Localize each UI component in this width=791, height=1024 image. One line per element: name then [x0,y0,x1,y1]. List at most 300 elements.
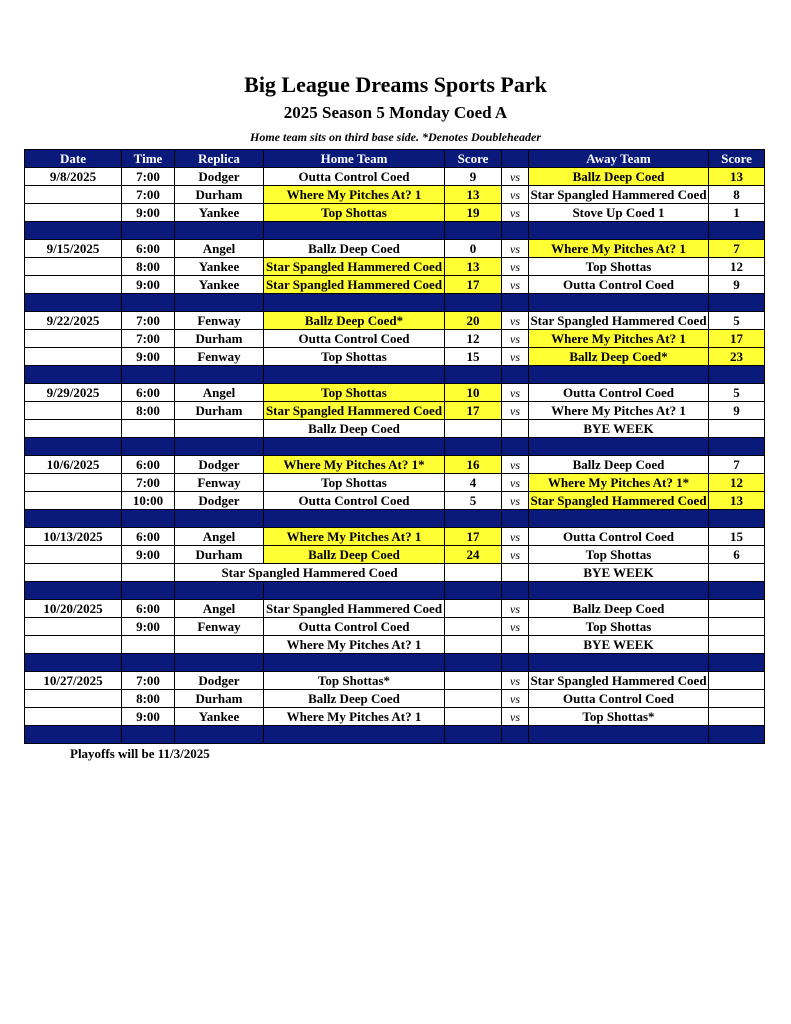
game-replica: Yankee [175,204,264,222]
game-date: 10/6/2025 [25,456,122,474]
home-team: Top Shottas [264,384,445,402]
game-time: 6:00 [122,600,175,618]
game-date: 9/15/2025 [25,240,122,258]
table-row [25,186,765,204]
separator-cell [529,438,709,456]
separator-cell [122,582,175,600]
separator-cell [25,294,122,312]
home-team: Top Shottas [264,204,445,222]
vs-label [502,420,529,438]
week-separator [25,654,765,672]
separator-cell [25,654,122,672]
separator-cell [709,510,765,528]
table-row [25,564,765,582]
away-score [709,672,765,690]
game-time: 9:00 [122,708,175,726]
vs-label: vs [502,258,529,276]
home-score [445,618,502,636]
col-header-date: Date [25,150,122,168]
away-score: 8 [709,186,765,204]
separator-cell [445,438,502,456]
separator-cell [122,726,175,744]
separator-cell [529,510,709,528]
separator-cell [122,294,175,312]
playoffs-note: Playoffs will be 11/3/2025 [70,746,210,761]
away-score: 1 [709,204,765,222]
game-date [25,474,122,492]
separator-cell [25,726,122,744]
game-time: 9:00 [122,348,175,366]
home-score [445,600,502,618]
game-replica: Dodger [175,672,264,690]
home-team: Top Shottas [264,348,445,366]
separator-cell [529,582,709,600]
home-team: Where My Pitches At? 1 [264,186,445,204]
home-team: Outta Control Coed [264,618,445,636]
away-team: Star Spangled Hammered Coed [530,492,707,508]
separator-cell [445,726,502,744]
home-team: Star Spangled Hammered Coed [264,600,445,618]
away-score [709,636,765,654]
game-date [25,564,122,582]
separator-cell [122,510,175,528]
away-score: 7 [709,240,765,258]
week-separator [25,222,765,240]
game-replica [175,420,264,438]
col-header-away-score: Score [709,150,765,168]
game-replica: Durham [175,186,264,204]
separator-cell [709,294,765,312]
vs-label [502,564,529,582]
game-replica: Fenway [175,312,264,330]
away-team: Top Shottas* [529,708,709,726]
home-score: 5 [445,492,502,510]
home-score: 15 [445,348,502,366]
separator-cell [175,366,264,384]
game-date [25,186,122,204]
game-date [25,402,122,420]
away-score [709,564,765,582]
game-date [25,636,122,654]
home-score: 0 [445,240,502,258]
game-date: 9/22/2025 [25,312,122,330]
home-team: Ballz Deep Coed [264,420,445,438]
table-row [25,240,765,258]
away-team: Top Shottas [529,546,709,564]
separator-cell [175,726,264,744]
away-score: 6 [709,546,765,564]
separator-cell [264,438,445,456]
game-replica: Yankee [175,708,264,726]
game-replica: Durham [175,402,264,420]
home-team: Where My Pitches At? 1 [264,708,445,726]
table-row [25,402,765,420]
separator-cell [502,294,529,312]
vs-label: vs [502,618,529,636]
separator-cell [445,366,502,384]
home-team: Ballz Deep Coed [264,240,445,258]
away-team: BYE WEEK [529,420,709,438]
separator-cell [175,222,264,240]
separator-cell [25,366,122,384]
home-score: 17 [445,276,502,294]
home-team: Ballz Deep Coed [264,546,445,564]
week-separator [25,510,765,528]
separator-cell [502,654,529,672]
col-header-home-score: Score [445,150,502,168]
vs-label [502,636,529,654]
home-score: 13 [445,186,502,204]
separator-cell [502,366,529,384]
separator-cell [122,222,175,240]
game-replica: Angel [175,528,264,546]
game-time: 6:00 [122,384,175,402]
game-replica: Yankee [175,276,264,294]
home-team: Outta Control Coed [264,492,445,510]
game-replica: Durham [175,690,264,708]
home-score: 17 [445,528,502,546]
home-team: Where My Pitches At? 1* [264,456,445,474]
away-team: Where My Pitches At? 1 [529,402,709,420]
game-replica [175,636,264,654]
away-team: Star Spangled Hammered Coed [530,672,707,688]
vs-label: vs [502,456,529,474]
away-team: BYE WEEK [529,636,709,654]
header-row [25,150,765,168]
game-time: 7:00 [122,312,175,330]
vs-label: vs [502,708,529,726]
home-score: 9 [445,168,502,186]
week-separator [25,438,765,456]
separator-cell [529,222,709,240]
game-time: 6:00 [122,240,175,258]
separator-cell [175,510,264,528]
separator-cell [264,654,445,672]
game-replica: Fenway [175,348,264,366]
game-time: 6:00 [122,456,175,474]
vs-label: vs [502,474,529,492]
vs-label: vs [502,528,529,546]
game-date [25,258,122,276]
table-row [25,528,765,546]
separator-cell [502,510,529,528]
separator-cell [122,654,175,672]
separator-cell [122,438,175,456]
table-row [25,636,765,654]
game-date [25,330,122,348]
home-team: Top Shottas [264,474,445,492]
away-team: Outta Control Coed [529,528,709,546]
separator-cell [502,438,529,456]
table-row [25,348,765,366]
home-score [445,420,502,438]
game-replica: Dodger [175,492,264,510]
home-score: 20 [445,312,502,330]
game-date: 9/29/2025 [25,384,122,402]
separator-cell [175,438,264,456]
separator-cell [264,510,445,528]
game-time: 10:00 [122,492,175,510]
vs-label: vs [502,348,529,366]
separator-cell [709,726,765,744]
game-time: 9:00 [122,546,175,564]
week-separator [25,726,765,744]
table-row [25,420,765,438]
table-row [25,492,765,510]
separator-cell [445,654,502,672]
game-replica: Durham [175,330,264,348]
game-replica: Fenway [175,618,264,636]
separator-cell [445,222,502,240]
separator-cell [529,366,709,384]
week-separator [25,294,765,312]
game-time: 8:00 [122,402,175,420]
home-team: Ballz Deep Coed [264,690,445,708]
game-date [25,690,122,708]
table-row [25,672,765,690]
game-time: 7:00 [122,672,175,690]
week-separator [25,366,765,384]
table-row [25,600,765,618]
game-replica: Yankee [175,258,264,276]
vs-label: vs [502,276,529,294]
table-row [25,474,765,492]
home-team: Star Spangled Hammered Coed [264,258,445,276]
home-team: Star Spangled Hammered Coed [175,564,445,582]
separator-cell [175,582,264,600]
game-date [25,492,122,510]
home-score [445,636,502,654]
away-team: Stove Up Coed 1 [529,204,709,222]
game-time: 7:00 [122,330,175,348]
home-score [445,564,502,582]
vs-label: vs [502,384,529,402]
table-row [25,330,765,348]
home-score: 16 [445,456,502,474]
away-team: Where My Pitches At? 1 [529,330,709,348]
col-header-vs [502,150,529,168]
away-team: Outta Control Coed [529,384,709,402]
home-score: 12 [445,330,502,348]
separator-cell [502,582,529,600]
game-time: 7:00 [122,186,175,204]
away-team: Top Shottas [529,618,709,636]
separator-cell [445,510,502,528]
game-time [122,420,175,438]
game-replica: Angel [175,600,264,618]
table-row [25,546,765,564]
away-team: Outta Control Coed [529,690,709,708]
game-date [25,618,122,636]
game-time: 9:00 [122,204,175,222]
game-replica: Angel [175,240,264,258]
away-score: 5 [709,312,765,330]
page-note: Home team sits on third base side. *Denotes Doubleheader [250,130,541,144]
game-date: 10/20/2025 [25,600,122,618]
col-header-time: Time [122,150,175,168]
home-team: Where My Pitches At? 1 [264,528,445,546]
game-date [25,420,122,438]
separator-cell [709,654,765,672]
game-time: 8:00 [122,690,175,708]
game-replica: Angel [175,384,264,402]
vs-label: vs [502,240,529,258]
game-date [25,204,122,222]
table-row [25,690,765,708]
away-team: Where My Pitches At? 1 [529,240,709,258]
game-date: 9/8/2025 [25,168,122,186]
separator-cell [529,294,709,312]
away-team: Star Spangled Hammered Coed [530,312,707,328]
page-title: Big League Dreams Sports Park [244,72,547,97]
away-score [709,618,765,636]
game-time: 8:00 [122,258,175,276]
table-row [25,204,765,222]
game-time [122,636,175,654]
separator-cell [445,582,502,600]
home-team: Outta Control Coed [264,168,445,186]
game-date [25,708,122,726]
separator-cell [25,582,122,600]
home-score [445,690,502,708]
away-score: 17 [709,330,765,348]
away-team: Ballz Deep Coed [529,168,709,186]
away-score: 12 [709,258,765,276]
away-score: 9 [709,276,765,294]
home-score: 13 [445,258,502,276]
game-replica: Dodger [175,168,264,186]
vs-label: vs [502,186,529,204]
vs-label: vs [502,204,529,222]
away-score: 9 [709,402,765,420]
away-team: Ballz Deep Coed* [529,348,709,366]
table-row [25,384,765,402]
game-time: 7:00 [122,474,175,492]
table-row [25,168,765,186]
game-replica: Dodger [175,456,264,474]
table-row [25,312,765,330]
game-time: 9:00 [122,618,175,636]
home-score: 4 [445,474,502,492]
col-header-away-team: Away Team [529,150,709,168]
away-score: 15 [709,528,765,546]
separator-cell [264,294,445,312]
game-time [122,564,175,582]
game-time: 6:00 [122,528,175,546]
game-date [25,546,122,564]
schedule-table [24,149,765,744]
separator-cell [175,294,264,312]
separator-cell [709,366,765,384]
col-header-replica: Replica [175,150,264,168]
separator-cell [709,222,765,240]
game-date: 10/27/2025 [25,672,122,690]
home-team: Top Shottas* [264,672,445,690]
separator-cell [709,582,765,600]
vs-label: vs [502,672,529,690]
vs-label: vs [502,690,529,708]
home-team: Star Spangled Hammered Coed [264,402,445,420]
away-team: Where My Pitches At? 1* [529,474,709,492]
separator-cell [502,726,529,744]
home-score [445,672,502,690]
table-row [25,456,765,474]
away-score: 12 [709,474,765,492]
away-score [709,600,765,618]
separator-cell [25,438,122,456]
week-separator [25,582,765,600]
separator-cell [264,366,445,384]
table-row [25,276,765,294]
separator-cell [445,294,502,312]
home-score: 17 [445,402,502,420]
vs-label: vs [502,402,529,420]
home-team: Where My Pitches At? 1 [264,636,445,654]
separator-cell [264,582,445,600]
game-date: 10/13/2025 [25,528,122,546]
home-score: 10 [445,384,502,402]
away-team: Ballz Deep Coed [529,600,709,618]
separator-cell [122,366,175,384]
away-team: Outta Control Coed [529,276,709,294]
away-team: Top Shottas [529,258,709,276]
separator-cell [709,438,765,456]
table-row [25,708,765,726]
table-row [25,618,765,636]
away-team: BYE WEEK [529,564,709,582]
away-score: 13 [709,168,765,186]
game-replica: Fenway [175,474,264,492]
page-subtitle: 2025 Season 5 Monday Coed A [283,103,508,122]
vs-label: vs [502,168,529,186]
vs-label: vs [502,312,529,330]
home-score: 24 [445,546,502,564]
vs-label: vs [502,330,529,348]
home-team: Ballz Deep Coed* [264,312,445,330]
col-header-home-team: Home Team [264,150,445,168]
separator-cell [175,654,264,672]
game-date [25,276,122,294]
home-team: Outta Control Coed [264,330,445,348]
schedule-body [25,168,765,744]
separator-cell [25,222,122,240]
away-score [709,690,765,708]
game-date [25,348,122,366]
vs-label: vs [502,600,529,618]
away-team: Ballz Deep Coed [529,456,709,474]
away-score [709,420,765,438]
vs-label: vs [502,492,529,510]
game-time: 7:00 [122,168,175,186]
separator-cell [264,222,445,240]
away-team: Star Spangled Hammered Coed [530,186,707,202]
away-score: 13 [709,492,765,510]
away-score: 7 [709,456,765,474]
vs-label: vs [502,546,529,564]
home-score [445,708,502,726]
away-score: 5 [709,384,765,402]
home-score: 19 [445,204,502,222]
separator-cell [502,222,529,240]
away-score: 23 [709,348,765,366]
separator-cell [529,654,709,672]
separator-cell [529,726,709,744]
game-time: 9:00 [122,276,175,294]
game-replica: Durham [175,546,264,564]
table-row [25,258,765,276]
home-team: Star Spangled Hammered Coed [264,276,445,294]
separator-cell [264,726,445,744]
